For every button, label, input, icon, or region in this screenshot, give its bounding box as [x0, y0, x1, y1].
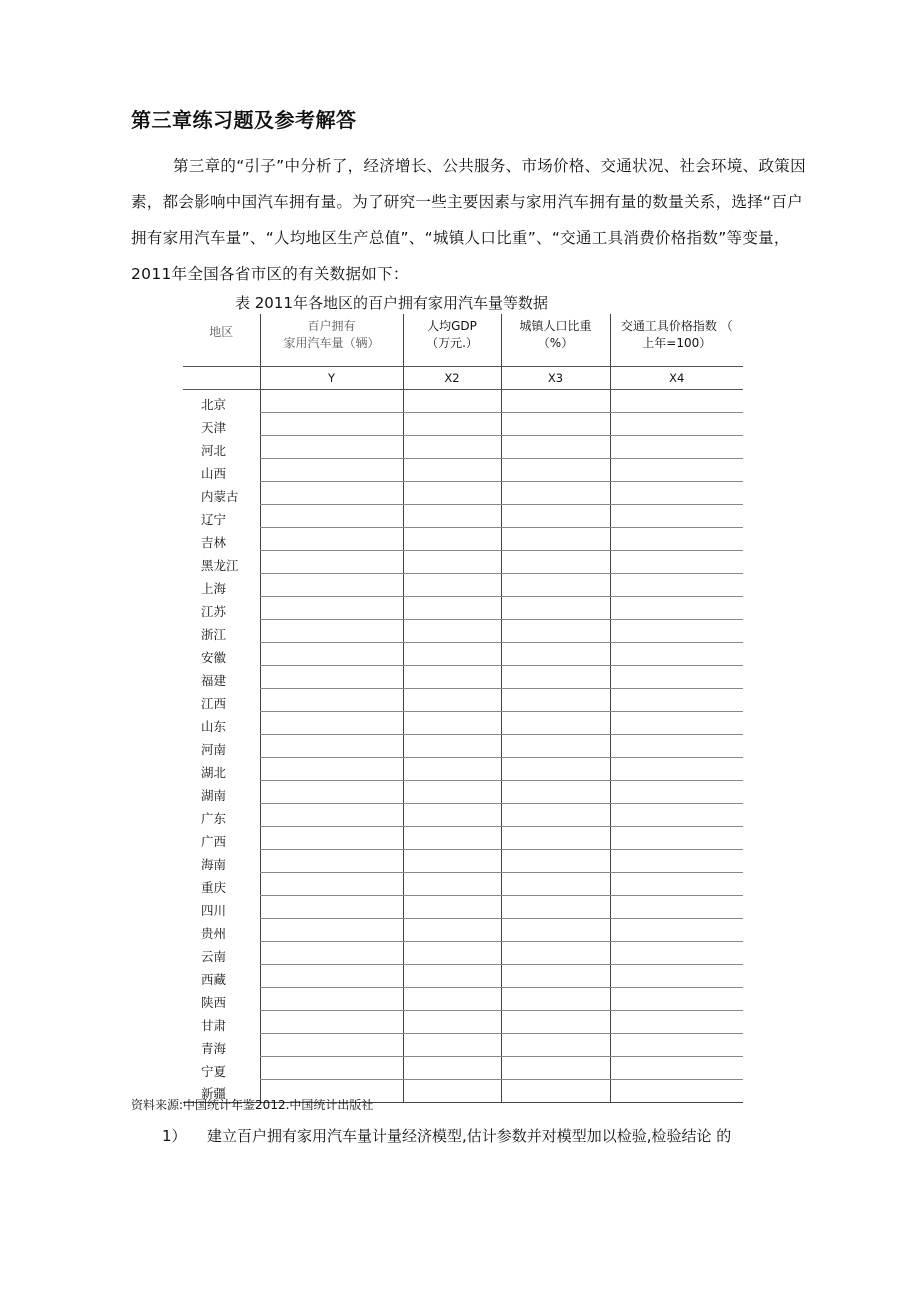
region-name-cell: 广西: [201, 833, 227, 849]
table-title: 表 2011年各地区的百户拥有家用汽车量等数据: [235, 294, 548, 312]
region-name-cell: 福建: [201, 672, 227, 688]
data-cell: [403, 965, 501, 988]
table-row: [183, 597, 743, 620]
region-name-cell: 广东: [201, 810, 227, 826]
data-cell: [403, 574, 501, 597]
data-cell: [403, 896, 501, 919]
data-cell: [501, 804, 610, 827]
data-cell: [501, 712, 610, 735]
data-cell: [403, 758, 501, 781]
region-name-cell: 江苏: [201, 603, 227, 619]
data-cell: [610, 1057, 743, 1080]
data-cell: [403, 919, 501, 942]
data-cell: [260, 620, 403, 643]
header-car-line1: 百户拥有: [307, 319, 356, 333]
data-cell: [501, 597, 610, 620]
var-label-x4: X4: [610, 367, 743, 390]
data-cell: [260, 758, 403, 781]
page-title: 第三章练习题及参考解答: [131, 108, 357, 132]
data-cell: [501, 390, 610, 413]
data-cell: [610, 459, 743, 482]
data-cell: [501, 505, 610, 528]
data-cell: [260, 735, 403, 758]
data-cell: [501, 689, 610, 712]
region-name-cell: 宁夏: [201, 1063, 227, 1079]
data-cell: [610, 643, 743, 666]
header-price-index: [610, 314, 743, 367]
data-cell: [403, 643, 501, 666]
data-cell: [260, 896, 403, 919]
var-label-empty: [183, 367, 260, 390]
data-cell: [610, 597, 743, 620]
data-cell: [403, 735, 501, 758]
table-row: [183, 643, 743, 666]
data-cell: [501, 781, 610, 804]
table-row: [183, 666, 743, 689]
data-cell: [501, 827, 610, 850]
data-cell: [501, 1057, 610, 1080]
data-cell: [260, 712, 403, 735]
table-body: [183, 390, 743, 1103]
data-cell: [403, 942, 501, 965]
intro-line-1: 第三章的“引子”中分析了，经济增长、公共服务、市场价格、交通状况、社会环境、: [173, 157, 759, 175]
region-name-cell: 西藏: [201, 971, 227, 987]
data-cell: [403, 620, 501, 643]
data-cell: [610, 758, 743, 781]
data-cell: [260, 482, 403, 505]
table-row: [183, 758, 743, 781]
region-name-cell: 内蒙古: [201, 488, 239, 504]
data-cell: [610, 712, 743, 735]
table-row: [183, 505, 743, 528]
data-cell: [403, 482, 501, 505]
data-cell: [610, 1011, 743, 1034]
data-cell: [610, 551, 743, 574]
data-cell: [501, 666, 610, 689]
region-name-cell: 浙江: [201, 626, 227, 642]
data-cell: [260, 942, 403, 965]
region-name-cell: 山西: [201, 465, 227, 481]
data-cell: [403, 459, 501, 482]
data-cell: [610, 1080, 743, 1103]
data-cell: [610, 413, 743, 436]
data-cell: [610, 528, 743, 551]
table-row: [183, 873, 743, 896]
data-cell: [610, 988, 743, 1011]
region-name-cell: 天津: [201, 419, 227, 435]
data-cell: [610, 896, 743, 919]
header-gdp-line1: 人均GDP: [427, 319, 477, 333]
table-row: [183, 459, 743, 482]
data-cell: [501, 459, 610, 482]
data-cell: [403, 390, 501, 413]
data-cell: [501, 965, 610, 988]
variable-label-row: [183, 367, 743, 390]
intro-line-4: 费价格指数”等变量，2011年全国各省市区的有关数据如下：: [131, 229, 790, 283]
data-cell: [610, 735, 743, 758]
table-row: [183, 574, 743, 597]
var-label-x2: X2: [403, 367, 501, 390]
region-name-cell: 河南: [201, 741, 227, 757]
data-cell: [403, 413, 501, 436]
table-row: [183, 620, 743, 643]
data-cell: [501, 643, 610, 666]
region-name-cell: 山东: [201, 718, 227, 734]
data-cell: [403, 1080, 501, 1103]
data-cell: [260, 643, 403, 666]
table-row: [183, 551, 743, 574]
header-region: 地区: [183, 314, 260, 367]
data-cell: [501, 1011, 610, 1034]
region-name-cell: 江西: [201, 695, 227, 711]
table-row: [183, 1011, 743, 1034]
data-cell: [501, 735, 610, 758]
data-cell: [610, 942, 743, 965]
data-table: [183, 314, 743, 1103]
table-row: [183, 712, 743, 735]
data-cell: [501, 919, 610, 942]
data-cell: [260, 1034, 403, 1057]
data-cell: [501, 482, 610, 505]
data-cell: [610, 781, 743, 804]
data-cell: [403, 988, 501, 1011]
var-label-x3: X3: [501, 367, 610, 390]
header-gdp: [403, 314, 501, 367]
region-name-cell: 云南: [201, 948, 227, 964]
region-name-cell: 黑龙江: [201, 557, 239, 573]
data-cell: [403, 712, 501, 735]
region-name-cell: 上海: [201, 580, 227, 596]
header-gdp-line2: （万元.）: [426, 336, 478, 350]
intro-line-2: 政策因素，都会影响中国汽车拥有量。为了研究一些主要因素与家用汽车拥有量的数量关系，: [131, 157, 806, 211]
data-cell: [260, 965, 403, 988]
data-cell: [260, 597, 403, 620]
table-row: [183, 390, 743, 413]
header-urban-line1: 城镇人口比重: [519, 319, 592, 333]
data-cell: [610, 873, 743, 896]
data-cell: [501, 850, 610, 873]
data-cell: [403, 551, 501, 574]
data-cell: [260, 666, 403, 689]
data-cell: [610, 436, 743, 459]
data-cell: [403, 689, 501, 712]
data-cell: [260, 551, 403, 574]
header-car-line2: 家用汽车量（辆）: [283, 336, 380, 350]
data-cell: [403, 827, 501, 850]
table-row: [183, 965, 743, 988]
region-name-cell: 湖北: [201, 764, 227, 780]
data-cell: [610, 965, 743, 988]
data-cell: [260, 390, 403, 413]
data-cell: [260, 1011, 403, 1034]
data-cell: [260, 827, 403, 850]
data-cell: [403, 873, 501, 896]
data-cell: [403, 666, 501, 689]
region-name-cell: 辽宁: [201, 511, 227, 527]
data-cell: [610, 390, 743, 413]
region-name-cell: 新疆: [183, 1080, 260, 1103]
table-row: [183, 896, 743, 919]
region-name-cell: 重庆: [201, 879, 227, 895]
data-cell: [260, 689, 403, 712]
data-cell: [260, 528, 403, 551]
data-cell: [501, 436, 610, 459]
data-cell: [610, 666, 743, 689]
data-cell: [260, 413, 403, 436]
data-cell: [610, 689, 743, 712]
data-cell: [260, 781, 403, 804]
data-source-note: 资料来源:中国统计年鉴2012.中国统计出版社: [131, 1098, 374, 1112]
data-cell: [610, 919, 743, 942]
data-cell: [610, 1034, 743, 1057]
data-cell: [501, 551, 610, 574]
region-name-cell: 陕西: [201, 994, 227, 1010]
data-cell: [610, 850, 743, 873]
data-cell: [501, 620, 610, 643]
data-cell: [501, 873, 610, 896]
data-cell: [403, 804, 501, 827]
data-cell: [501, 1080, 610, 1103]
data-cell: [501, 413, 610, 436]
data-cell: [260, 505, 403, 528]
question-1: [162, 1125, 731, 1146]
data-cell: [403, 850, 501, 873]
region-name-cell: 湖南: [201, 787, 227, 803]
data-cell: [610, 505, 743, 528]
data-cell: [260, 574, 403, 597]
region-name-cell: 甘肃: [201, 1017, 227, 1033]
intro-line-3: 选择“百户拥有家用汽车量”、“人均地区生产总值”、“城镇人口比重”、“交通工具消: [131, 193, 803, 247]
data-cell: [260, 873, 403, 896]
region-name-cell: 青海: [201, 1040, 227, 1056]
data-cell: [260, 919, 403, 942]
data-cell: [260, 850, 403, 873]
table-row: [183, 804, 743, 827]
data-cell: [403, 597, 501, 620]
region-name-cell: 河北: [201, 442, 227, 458]
question-1-text: 建立百户拥有家用汽车量计量经济模型,估计参数并对模型加以检验,检验结论 的: [207, 1127, 732, 1145]
data-cell: [501, 1034, 610, 1057]
question-1-number: 1）: [162, 1127, 187, 1145]
data-cell: [610, 827, 743, 850]
region-name-cell: 贵州: [201, 925, 227, 941]
data-cell: [501, 758, 610, 781]
region-name-cell: 北京: [201, 396, 227, 412]
data-cell: [501, 896, 610, 919]
table-row: [183, 482, 743, 505]
region-name-cell: 海南: [201, 856, 227, 872]
table-row: [183, 942, 743, 965]
data-cell: [403, 1011, 501, 1034]
data-cell: [610, 620, 743, 643]
table-row: [183, 988, 743, 1011]
table-row: [183, 827, 743, 850]
header-price-line2: 上年=100）: [642, 336, 712, 350]
data-cell: [403, 1057, 501, 1080]
data-cell: [403, 781, 501, 804]
data-cell: [610, 574, 743, 597]
data-cell: [501, 574, 610, 597]
data-cell: [403, 505, 501, 528]
table-header-row: [183, 314, 743, 367]
var-label-y: Y: [260, 367, 403, 390]
data-cell: [260, 804, 403, 827]
data-cell: [501, 942, 610, 965]
table-row: [183, 413, 743, 436]
data-cell: [260, 1057, 403, 1080]
data-cell: [260, 459, 403, 482]
data-cell: [403, 1034, 501, 1057]
table-row: [183, 528, 743, 551]
region-name-cell: 安徽: [201, 649, 227, 665]
table-row: [183, 781, 743, 804]
data-cell: [403, 436, 501, 459]
table-row: [183, 919, 743, 942]
header-price-line1: 交通工具价格指数 （: [620, 319, 733, 333]
data-cell: [260, 988, 403, 1011]
table-row: [183, 1034, 743, 1057]
data-cell: [501, 988, 610, 1011]
header-urban-line2: （%）: [537, 336, 574, 350]
data-cell: [260, 436, 403, 459]
header-car-ownership: [260, 314, 403, 367]
table-row: [183, 689, 743, 712]
intro-paragraph: [131, 148, 811, 292]
table-row: [183, 850, 743, 873]
data-cell: [403, 528, 501, 551]
region-name-cell: 吉林: [201, 534, 227, 550]
data-cell: [610, 482, 743, 505]
table-row: [183, 735, 743, 758]
data-cell: [610, 804, 743, 827]
table-row: [183, 436, 743, 459]
header-urban-ratio: [501, 314, 610, 367]
table-row: [183, 1057, 743, 1080]
data-cell: [501, 528, 610, 551]
region-name-cell: 四川: [201, 902, 227, 918]
